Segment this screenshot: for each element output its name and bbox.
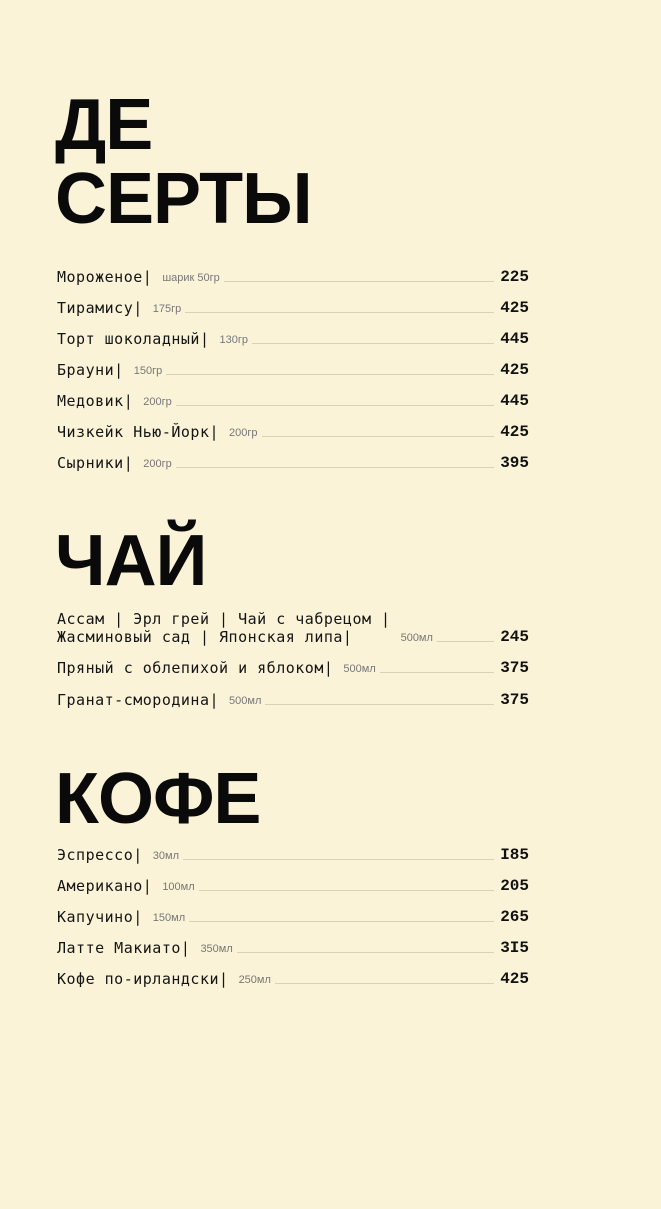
- dessert-item: [57, 388, 529, 410]
- dessert-item: [57, 357, 529, 379]
- item-price: 375: [500, 659, 529, 677]
- desserts-title: [55, 85, 312, 239]
- item-name: Мороженое|: [57, 268, 153, 286]
- dotted-leader: [262, 436, 495, 437]
- item-name: Сырники|: [57, 454, 134, 472]
- dotted-leader: [437, 641, 494, 642]
- item-price: 425: [500, 361, 529, 379]
- item-price: 205: [500, 877, 529, 895]
- item-size: 500мл: [229, 695, 262, 707]
- coffee-title-text: КОФЕ: [55, 759, 261, 839]
- dotted-leader: [237, 952, 494, 953]
- desserts-title-line-1: ДЕ: [55, 85, 153, 165]
- dessert-item: [57, 295, 529, 317]
- item-name: Эспрессо|: [57, 846, 143, 864]
- dotted-leader: [252, 343, 494, 344]
- item-price: 425: [500, 423, 529, 441]
- item-price: 445: [500, 330, 529, 348]
- item-name-line-2: Жасминовый сад | Японская липа|: [57, 628, 353, 646]
- tea-item: [57, 687, 529, 709]
- dotted-leader: [265, 704, 494, 705]
- item-name: Тирамису|: [57, 299, 143, 317]
- item-size: шарик 50гр: [162, 272, 220, 284]
- dotted-leader: [275, 983, 494, 984]
- item-size: 500мл: [400, 632, 433, 644]
- dotted-leader: [185, 312, 494, 313]
- item-size: 200гр: [143, 396, 172, 408]
- dessert-item: [57, 450, 529, 472]
- item-size: 200гр: [229, 427, 258, 439]
- item-price: 425: [500, 970, 529, 988]
- item-size: 130гр: [219, 334, 248, 346]
- item-price: 375: [500, 691, 529, 709]
- tea-item: [57, 655, 529, 677]
- dotted-leader: [380, 672, 494, 673]
- dotted-leader: [199, 890, 495, 891]
- item-price: I85: [500, 846, 529, 864]
- item-name: [57, 610, 391, 646]
- item-name: Торт шоколадный|: [57, 330, 210, 348]
- item-price: 395: [500, 454, 529, 472]
- coffee-item: [57, 873, 529, 895]
- item-name: Чизкейк Нью-Йорк|: [57, 423, 220, 441]
- coffee-item: [57, 935, 529, 957]
- item-price: 425: [500, 299, 529, 317]
- item-size: 175гр: [152, 303, 182, 315]
- item-name: Кофе по-ирландски|: [57, 970, 229, 988]
- coffee-item: [57, 904, 529, 926]
- coffee-item: [57, 966, 529, 988]
- item-name: Гранат-смородина|: [57, 691, 220, 709]
- tea-title: [55, 521, 207, 601]
- item-size: 250мл: [238, 974, 271, 986]
- item-name: Американо|: [57, 877, 153, 895]
- item-size: 350мл: [200, 943, 233, 955]
- item-size: 150мл: [152, 912, 186, 924]
- item-price: 445: [500, 392, 529, 410]
- item-size: 100мл: [162, 881, 195, 893]
- dotted-leader: [189, 921, 494, 922]
- desserts-title-line-2: СЕРТЫ: [55, 159, 312, 239]
- dotted-leader: [224, 281, 494, 282]
- item-size: 150гр: [133, 365, 163, 377]
- dessert-item: [57, 264, 529, 286]
- item-size: 30мл: [152, 850, 179, 862]
- item-price: 245: [500, 628, 529, 646]
- dotted-leader: [176, 467, 494, 468]
- item-name: Медовик|: [57, 392, 134, 410]
- item-name: Капучино|: [57, 908, 143, 926]
- dotted-leader: [176, 405, 494, 406]
- dessert-item: [57, 326, 529, 348]
- item-name-line-1: Ассам | Эрл грей | Чай с чабрецом |: [57, 610, 391, 628]
- item-name: Брауни|: [57, 361, 124, 379]
- tea-title-text: ЧАЙ: [55, 521, 207, 601]
- item-price: 225: [500, 268, 529, 286]
- coffee-item: [57, 842, 529, 864]
- dotted-leader: [166, 374, 494, 375]
- item-name: Латте Макиато|: [57, 939, 191, 957]
- item-price: 265: [500, 908, 529, 926]
- item-name: Пряный с облепихой и яблоком|: [57, 659, 334, 677]
- item-size: 200гр: [143, 458, 172, 470]
- dotted-leader: [183, 859, 494, 860]
- coffee-title: [55, 759, 261, 839]
- item-price: 3I5: [500, 939, 529, 957]
- tea-item: [57, 606, 529, 646]
- dessert-item: [57, 419, 529, 441]
- item-size: 500мл: [343, 663, 376, 675]
